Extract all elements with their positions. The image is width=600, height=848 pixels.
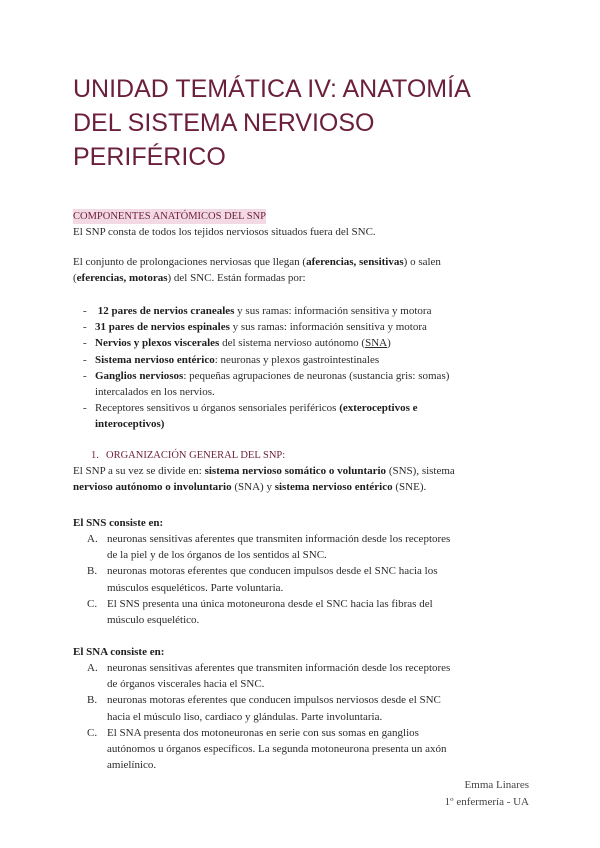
sns-section [73,515,533,628]
sna-heading: El SNA consiste en: [73,646,165,658]
list-item: A. neuronas sensitivas aferentes que transmiten información desde los receptores de la piel y de los órganos de los sentidos al SNC. [87,533,451,562]
section-1 [73,448,533,495]
components-section [73,206,533,240]
list-item: C. El SNS presenta una única motoneurona desde el SNC hacia las fibras del músculo esquelético. [87,597,433,627]
sns-heading: El SNS consiste en: [73,517,164,529]
footer-course: 1º enfermería - UA [444,796,529,808]
page-footer [445,777,529,811]
sna-section [73,644,533,773]
list-item: - Sistema nervioso entérico: neuronas y plexos gastrointestinales [73,352,533,368]
list-item: - Receptores sensitivos u órganos sensoriales periféricos (exteroceptivos e interoceptivos) [73,400,533,432]
list-item: A. neuronas sensitivas aferentes que transmiten información desde los receptores de órganos viscerales hacia el SNC. [87,662,451,691]
section-1-text: El SNP a su vez se divide en: sistema nervioso somático o voluntario (SNS), sistema nervioso autónomo o involuntario (SNA) y sistema nervioso entérico (SNE). [73,465,455,494]
list-item: - Ganglios nerviosos: pequeñas agrupaciones de neuronas (sustancia gris: somas) intercalados en los nervios. [73,368,533,400]
title-line-3: PERIFÉRICO [73,143,226,171]
list-item: - 31 pares de nervios espinales y sus ramas: información sensitiva y motora [73,319,533,335]
components-paragraph: El conjunto de prolongaciones nerviosas que llegan (aferencias, sensitivas) o salen (eferencias, motoras) del SNC. Están formadas por: [73,256,441,285]
footer-author: Emma Linares [464,779,529,791]
list-item: - Nervios y plexos viscerales del sistema nervioso autónomo (SNA) [73,335,533,351]
list-item: C. El SNA presenta dos motoneuronas en serie con sus somas en ganglios autónomos u órganos específicos. La segunda motoneurona presenta un axón amielínico. [87,726,447,772]
section-1-heading: 1. ORGANIZACIÓN GENERAL DEL SNP: [91,450,286,461]
page-title [73,72,533,174]
title-line-1: UNIDAD TEMÁTICA IV: ANATOMÍA [73,75,471,103]
list-item: B. neuronas motoras eferentes que conducen impulsos nerviosos desde el SNC hacia el músculo liso, cardiaco y glándulas. Parte involuntaria. [87,694,441,723]
list-item: - 12 pares de nervios craneales y sus ramas: información sensitiva y motora [73,303,533,319]
title-line-2: DEL SISTEMA NERVIOSO [73,109,375,137]
list-item: B. neuronas motoras eferentes que conducen impulsos desde el SNC hacia los músculos esqueléticos. Parte voluntaria. [87,565,438,594]
components-list [73,303,533,433]
section-label: COMPONENTES ANATÓMICOS DEL SNP [73,211,267,222]
components-intro: El SNP consta de todos los tejidos nerviosos situados fuera del SNC. [73,226,376,238]
